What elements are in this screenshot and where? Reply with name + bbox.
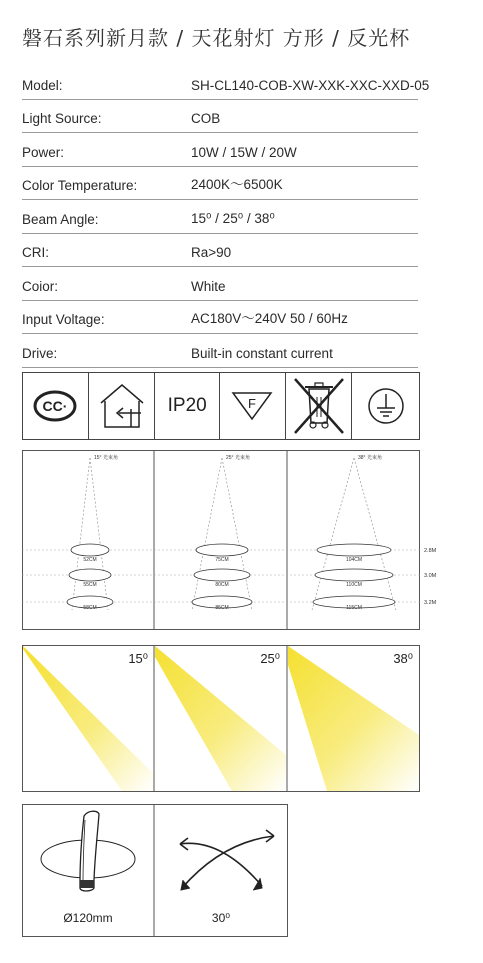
spec-value: 15⁰ / 25⁰ / 38⁰	[191, 210, 275, 226]
spec-row-beam-angle	[22, 200, 418, 234]
beam-diameter-label: 104CM	[345, 557, 363, 563]
spec-label: Color Temperature:	[22, 178, 138, 193]
spec-table	[22, 66, 430, 368]
certification-strip	[22, 372, 420, 440]
indoor-use-icon	[89, 373, 156, 439]
beam-column-15	[67, 454, 118, 611]
beam-photo-angle: 15⁰	[128, 651, 148, 666]
spec-row-color	[22, 267, 418, 301]
spec-label: Beam Angle:	[22, 211, 99, 227]
spec-value: COB	[191, 111, 221, 126]
spec-value: White	[191, 278, 226, 294]
svg-text:CC·: CC·	[42, 398, 68, 414]
beam-diameter-label: 85CM	[215, 605, 229, 611]
beam-angle-label: 25° 光束角	[226, 455, 250, 461]
spec-label: Power:	[22, 144, 65, 160]
spec-label: Input Voltage:	[22, 312, 105, 327]
beam-diameter-label: 80CM	[215, 582, 229, 588]
spec-row-drive	[22, 334, 418, 368]
beam-photo-angle: 38⁰	[393, 651, 413, 666]
spec-value: 2400K～6500K	[191, 177, 283, 192]
beam-angle-label: 38° 光束角	[358, 455, 382, 461]
spec-label: Model:	[22, 77, 63, 93]
ip-rating-badge	[155, 373, 220, 439]
beam-angle-label: 15° 光束角	[94, 455, 118, 461]
beam-photo-panels	[22, 645, 420, 792]
spec-row-power	[22, 133, 418, 167]
height-label: 2.8M	[424, 548, 437, 554]
spec-row-light-source	[22, 100, 418, 134]
ground-earth-icon	[352, 373, 419, 439]
dimension-panels	[22, 804, 288, 937]
spec-row-model	[22, 66, 430, 100]
beam-spread-diagram	[22, 450, 462, 630]
spec-value: AC180V～240V 50 / 60Hz	[191, 311, 348, 326]
spec-label: CRI:	[22, 245, 49, 260]
page-title: 磐石系列新月款 / 天花射灯 方形 / 反光杯	[22, 26, 411, 50]
spec-row-input-voltage	[22, 301, 418, 335]
spec-value: SH-CL140-COB-XW-XXK-XXC-XXD-05	[191, 77, 430, 93]
tilt-angle-label: 30⁰	[211, 911, 231, 925]
beam-column-38	[312, 454, 396, 611]
beam-diameter-label: 52CM	[83, 557, 97, 563]
spec-value: Built-in constant current	[191, 345, 333, 361]
beam-diameter-label: 58CM	[83, 605, 97, 611]
spec-label: Light Source:	[22, 111, 102, 126]
spec-value: 10W / 15W / 20W	[191, 144, 297, 160]
cutout-diameter-label: Ø120mm	[63, 911, 113, 925]
spec-value: Ra>90	[191, 245, 232, 260]
height-label: 3.2M	[424, 600, 437, 606]
beam-diameter-label: 75CM	[215, 557, 229, 563]
height-label: 3.0M	[424, 573, 437, 579]
f-mark-letter: F	[248, 396, 257, 411]
beam-diameter-label: 115CM	[346, 605, 362, 611]
spec-label: Drive:	[22, 345, 58, 361]
beam-diameter-label: 55CM	[83, 582, 97, 588]
spec-label: Coior:	[22, 278, 59, 294]
spec-row-color-temperature	[22, 167, 418, 201]
ccc-mark-icon	[23, 373, 89, 439]
beam-column-25	[192, 454, 252, 611]
f-mark-icon	[220, 373, 286, 439]
beam-diameter-label: 110CM	[346, 582, 362, 588]
spec-row-cri	[22, 234, 418, 268]
crossed-out-bin-icon	[286, 373, 353, 439]
ip-rating-text: IP20	[167, 395, 207, 416]
beam-photo-angle: 25⁰	[260, 651, 280, 666]
